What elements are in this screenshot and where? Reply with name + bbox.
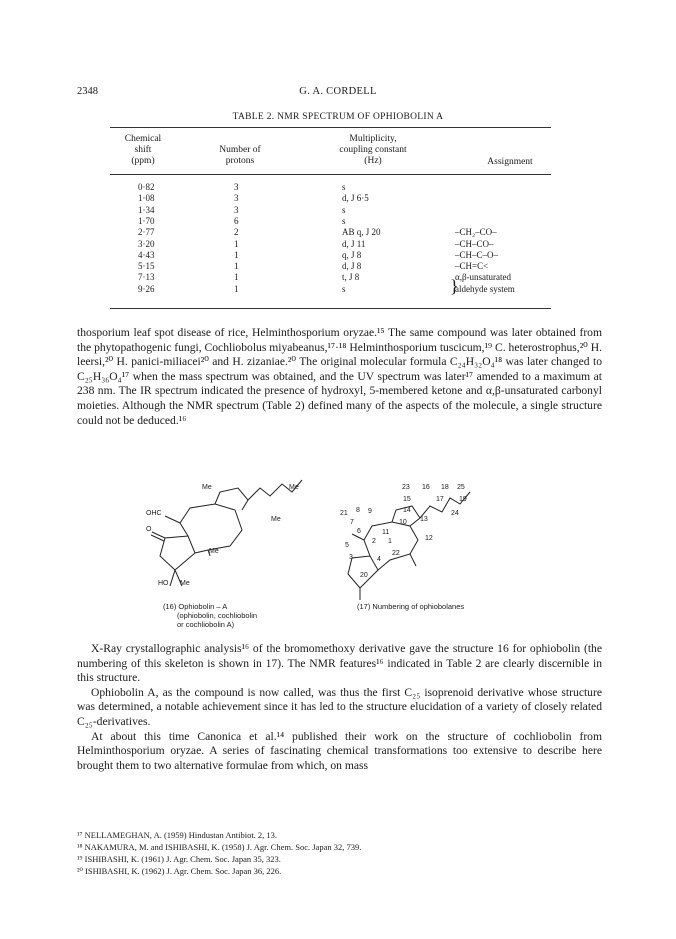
table-cell-assignment: –CH=C<: [455, 261, 489, 272]
fig16-label-me-1: Me: [202, 484, 212, 491]
footnote-19: ¹⁹ ISHIBASHI, K. (1961) J. Agr. Chem. Soc. Japan 35, 323.: [77, 854, 281, 864]
fig17-number-label: 25: [457, 484, 465, 491]
fig17-number-label: 2: [372, 538, 376, 545]
fig17-number-label: 15: [403, 496, 411, 503]
table-cell-multiplicity: AB q, J 20: [342, 227, 381, 238]
table-cell-assignment: aldehyde system: [455, 283, 515, 294]
table-cell-protons: 1: [234, 249, 239, 260]
table-cell-assignment: α,β-unsaturated: [455, 272, 512, 283]
table-cell-multiplicity: t, J 8: [342, 272, 360, 283]
fig17-number-label: 8: [356, 507, 360, 514]
fig17-number-label: 9: [368, 508, 372, 515]
table-header-rule: [110, 174, 551, 175]
table-cell-protons: 1: [234, 238, 239, 249]
fig16-label-ohc: OHC: [146, 510, 162, 517]
paragraph-2c: At about this time Canonica et al.¹⁴ published their work on the structure of cochliobolin from Helminthosporium oryzae. A series of fascinating chemical transformations too extensive to describe here brought them to two alternative formulae from which, on mass: [77, 729, 602, 772]
table-cell-shift: 1·70: [138, 215, 155, 226]
col-header-protons: Number of protons: [219, 145, 261, 166]
fig17-caption: (17) Numbering of ophiobolanes: [357, 602, 465, 611]
table-cell-protons: 6: [234, 215, 239, 226]
table-cell-multiplicity: s: [342, 215, 346, 226]
table-bottom-rule: [110, 308, 551, 309]
paragraph-1: thosporium leaf spot disease of rice, Helminthosporium oryzae.¹⁵ The same compound was later obtained from the phytopathogenic fungi, Cochliobolus miyabeanus,¹⁷·¹⁸ Helminthosporium tuscicum,¹⁹ C. heterostrophus,²⁰ H. leersi,²⁰ H. panici-miliacei²⁰ and H. zizaniae.²⁰ The original molecular formula C₂₄H₃₂O₄¹⁸ was later changed to C₂₅H₃₆O₄¹⁷ when the mass spectrum was obtained, and the UV spectrum was later¹⁷ amended to a maximum at 238 nm. The IR spectrum indicated the presence of hydroxyl, 5-membered ketone and α,β-unsaturated carbonyl moieties. Although the NMR spectrum (Table 2) defined many of the aspects of the molecule, a single structure could not be deduced.¹⁶: [77, 326, 602, 427]
fig16-caption-line: (ophiobolin, cochliobolin: [177, 611, 258, 620]
fig16-label-me-4: Me: [209, 548, 219, 555]
fig16-label-o: O: [146, 526, 152, 533]
fig17-number-label: 3: [349, 554, 353, 561]
table-cell-protons: 1: [234, 283, 239, 294]
footnote-20: ²⁰ ISHIBASHI, K. (1962) J. Agr. Chem. Soc. Japan 36, 226.: [77, 866, 282, 876]
paragraph-2: [77, 642, 602, 773]
table-cell-protons: 3: [234, 182, 239, 192]
fig16-label-me-3: Me: [271, 516, 281, 523]
ophiobolin-a-structure: [151, 480, 302, 586]
fig17-number-label: 14: [403, 507, 411, 514]
footnote-18: ¹⁸ NAKAMURA, M. and ISHIBASHI, K. (1958) J. Agr. Chem. Soc. Japan 32, 739.: [77, 842, 362, 852]
fig17-number-label: 1: [388, 538, 392, 545]
table-cell-shift: 2·77: [138, 227, 155, 238]
fig17-number-label: 12: [425, 535, 433, 542]
table-cell-assignment: –CH–C–O–: [455, 249, 499, 260]
col-header-shift: Chemical shift (ppm): [124, 134, 162, 166]
table-caption: TABLE 2. NMR SPECTRUM OF OPHIOBOLIN A: [232, 112, 444, 122]
table-cell-multiplicity: s: [342, 204, 346, 215]
fig17-number-label: 13: [420, 516, 428, 523]
fig17-number-label: 10: [399, 519, 407, 526]
table-cell-assignment: –CH₂–CO–: [455, 227, 497, 238]
table-cell-shift: 4·43: [138, 249, 155, 260]
fig16-caption: [163, 602, 257, 629]
table-cell-shift: 5·15: [138, 261, 155, 272]
table-cell-multiplicity: d, J 11: [342, 238, 366, 249]
table-brace: }: [450, 276, 459, 296]
fig17-number-label: 17: [436, 496, 444, 503]
table-cell-multiplicity: q, J 8: [342, 249, 362, 260]
footnote-17: ¹⁷ NELLAMEGHAN, A. (1959) Hindustan Antibiot. 2, 13.: [77, 830, 278, 840]
fig17-number-label: 11: [382, 529, 390, 536]
fig17-number-label: 7: [350, 519, 354, 526]
table-top-rule: [110, 127, 551, 128]
table-cell-shift: 7·13: [138, 272, 155, 283]
fig17-number-label: 19: [459, 496, 467, 503]
table-cell-protons: 2: [234, 227, 239, 238]
table-cell-multiplicity: d, J 6·5: [342, 193, 369, 204]
table-cell-assignment: –CH–CO–: [455, 238, 494, 249]
fig17-number-label: 16: [422, 484, 430, 491]
table-cell-protons: 1: [234, 272, 239, 283]
fig16-label-me-5: Me: [180, 580, 190, 587]
fig17-number-label: 21: [340, 510, 348, 517]
fig17-number-label: 23: [402, 484, 410, 491]
fig16-caption-line: or cochliobolin A): [177, 620, 235, 629]
table-cell-shift: 9·26: [138, 283, 155, 294]
table-cell-protons: 3: [234, 193, 239, 204]
table-cell-multiplicity: s: [342, 182, 346, 192]
col-header-assignment: Assignment: [487, 157, 533, 167]
fig17-number-label: 24: [451, 510, 459, 517]
fig16-label-me-2: Me: [289, 484, 299, 491]
table-cell-protons: 3: [234, 204, 239, 215]
table-cell-multiplicity: d, J 8: [342, 261, 362, 272]
table-cell-protons: 1: [234, 261, 239, 272]
fig17-number-label: 18: [441, 484, 449, 491]
fig17-number-label: 4: [377, 556, 381, 563]
fig17-number-label: 6: [357, 528, 361, 535]
table-cell-shift: 0·82: [138, 182, 155, 192]
table-cell-shift: 3·20: [138, 238, 155, 249]
fig17-number-label: 22: [392, 550, 400, 557]
col-header-multiplicity: Multiplicity, coupling constant (Hz): [339, 134, 407, 166]
running-head: G. A. CORDELL: [299, 86, 377, 97]
fig17-number-label: 20: [360, 572, 368, 579]
table-cell-shift: 1·34: [138, 204, 155, 215]
fig16-label-ho: HO: [158, 580, 169, 587]
paragraph-2b: Ophiobolin A, as the compound is now called, was thus the first C₂₅ isoprenoid derivative whose structure was determined, a notable achievement since it has led to the structure elucidation of a variety of closely related C₂₅-derivatives.: [77, 685, 602, 728]
paragraph-2a: X-Ray crystallographic analysis¹⁶ of the bromomethoxy derivative gave the structure 16 for ophiobolin (the numbering of this skeleton is shown in 17). The NMR features¹⁶ indicated in Table 2 are clearly discernible in this structure.: [77, 642, 602, 685]
table-cell-multiplicity: s: [342, 283, 346, 294]
table-cell-shift: 1·08: [138, 193, 155, 204]
fig17-number-label: 5: [345, 542, 349, 549]
fig16-caption-line: (16) Ophiobolin – A: [163, 602, 228, 611]
page-number: 2348: [77, 86, 98, 97]
